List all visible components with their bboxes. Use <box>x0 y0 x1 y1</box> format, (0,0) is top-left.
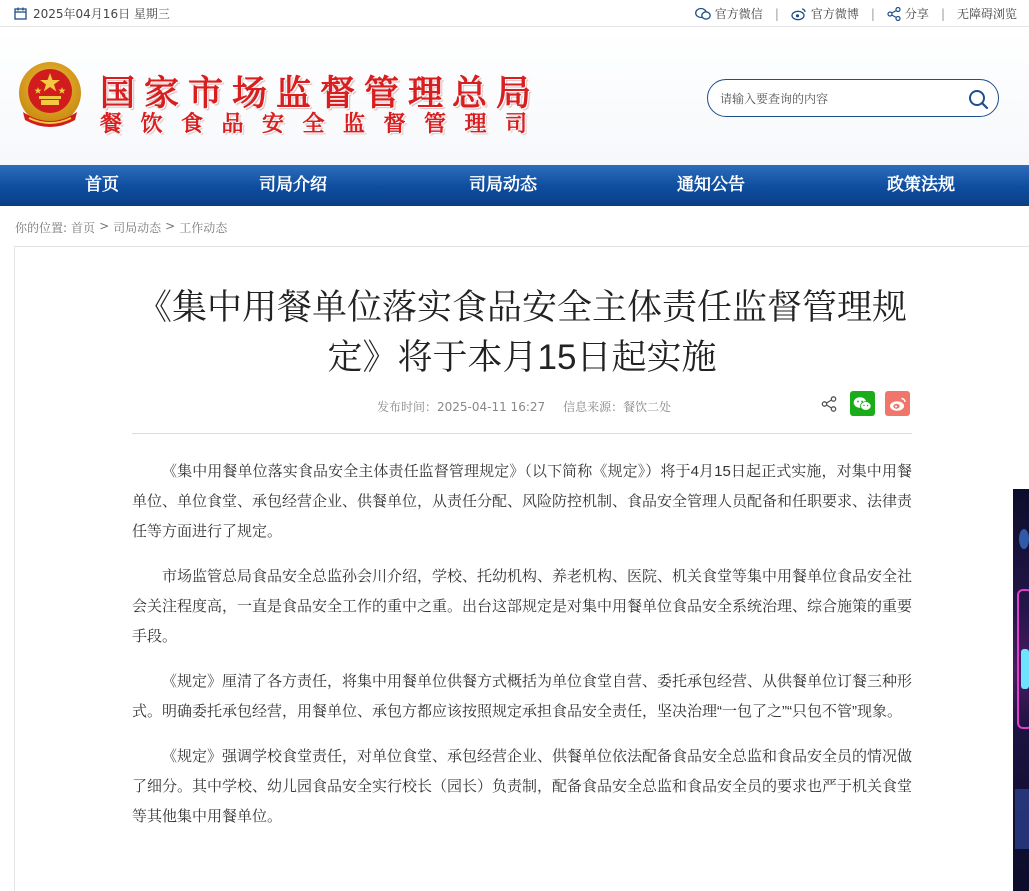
info-source: 信息来源：餐饮二处 <box>563 400 672 414</box>
article-paragraph: 市场监管总局食品安全总监孙会川介绍，学校、托幼机构、养老机构、医院、机关食堂等集中用餐单位食品安全社会关注程度高，一直是食品安全工作的重中之重。出台这部规定是对集中用餐单位食品安全系统治理、综合施策的重要手段。 <box>132 568 913 645</box>
official-weibo-link[interactable] <box>791 5 859 22</box>
nav-item-notices[interactable]: 通知公告 <box>677 175 745 195</box>
search-input[interactable] <box>720 89 960 109</box>
breadcrumb-item-home[interactable]: 首页 <box>71 221 96 235</box>
weibo-icon <box>791 7 807 21</box>
nav-item-policies[interactable]: 政策法规 <box>887 175 955 195</box>
accessibility-link[interactable] <box>957 5 1017 22</box>
share-label: 分享 <box>904 7 929 21</box>
breadcrumb-separator: > <box>99 219 110 233</box>
share-bar <box>818 391 910 416</box>
share-button[interactable] <box>818 391 840 416</box>
share-icon <box>887 7 901 21</box>
nav-item-home[interactable]: 首页 <box>85 175 119 195</box>
search-box <box>707 79 999 117</box>
divider: | <box>774 6 779 21</box>
site-header <box>0 28 1029 165</box>
official-wechat-label: 官方微信 <box>714 7 763 21</box>
share-wechat-button[interactable] <box>850 391 875 416</box>
article-paragraph: 《规定》强调学校食堂责任，对单位食堂、承包经营企业、供餐单位依法配备食品安全总监和食品安全员的情况做了细分。其中学校、幼儿园食品安全实行校长（园长）负责制，配备食品安全总监和食品安全员的要求也严于机关食堂等其他集中用餐单位。 <box>132 748 913 825</box>
article-meta <box>377 398 689 415</box>
article-title: 《集中用餐单位落实食品安全主体责任监督管理规定》将于本月15日起实施 <box>136 288 907 377</box>
title-divider <box>132 433 912 434</box>
banner-graphic <box>1019 529 1029 549</box>
share-link[interactable] <box>887 5 929 22</box>
divider: | <box>870 6 875 21</box>
top-links <box>695 5 1017 22</box>
breadcrumb <box>15 219 231 236</box>
calendar-icon <box>14 7 27 20</box>
publish-time: 发布时间：2025-04-11 16:27 <box>377 400 546 414</box>
national-emblem-icon[interactable] <box>15 60 85 132</box>
divider: | <box>940 6 945 21</box>
wechat-icon <box>853 396 872 412</box>
banner-graphic <box>1015 789 1029 849</box>
banner-graphic <box>1021 649 1029 689</box>
site-subtitle: 餐饮食品安全监督管理司 <box>100 111 546 137</box>
breadcrumb-item-work[interactable]: 工作动态 <box>179 221 228 235</box>
breadcrumb-separator: > <box>165 219 176 233</box>
share-icon <box>821 396 837 412</box>
official-wechat-link[interactable] <box>695 5 763 22</box>
article-body <box>132 457 912 847</box>
wechat-icon <box>695 7 711 21</box>
accessibility-label: 无障碍浏览 <box>956 7 1017 21</box>
search-icon[interactable] <box>967 88 989 110</box>
nav-item-news[interactable]: 司局动态 <box>469 175 537 195</box>
official-weibo-label: 官方微博 <box>810 7 859 21</box>
main-nav <box>0 165 1029 206</box>
breadcrumb-prefix: 你的位置: <box>15 221 68 235</box>
date-display <box>14 5 170 22</box>
date-text: 2025年04月16日 星期三 <box>33 7 170 21</box>
top-bar <box>0 0 1029 27</box>
weibo-icon <box>889 396 907 412</box>
share-weibo-button[interactable] <box>885 391 910 416</box>
article-paragraph: 《集中用餐单位落实食品安全主体责任监督管理规定》（以下简称《规定》）将于4月15日起正式实施，对集中用餐单位、单位食堂、承包经营企业、供餐单位，从责任分配、风险防控机制、食品安全管理人员配备和任职要求、法律责任等方面进行了规定。 <box>132 463 913 540</box>
article-paragraph: 《规定》厘清了各方责任，将集中用餐单位供餐方式概括为单位食堂自营、委托承包经营、从供餐单位订餐三种形式。明确委托承包经营，用餐单位、承包方都应该按照规定承担食品安全责任，坚决治理“一包了之”“只包不管”现象。 <box>132 673 913 720</box>
site-title: 国家市场监督管理总局 <box>100 73 541 114</box>
floating-side-banner[interactable] <box>1013 489 1029 891</box>
nav-item-about[interactable]: 司局介绍 <box>259 175 327 195</box>
breadcrumb-item-news[interactable]: 司局动态 <box>113 221 162 235</box>
